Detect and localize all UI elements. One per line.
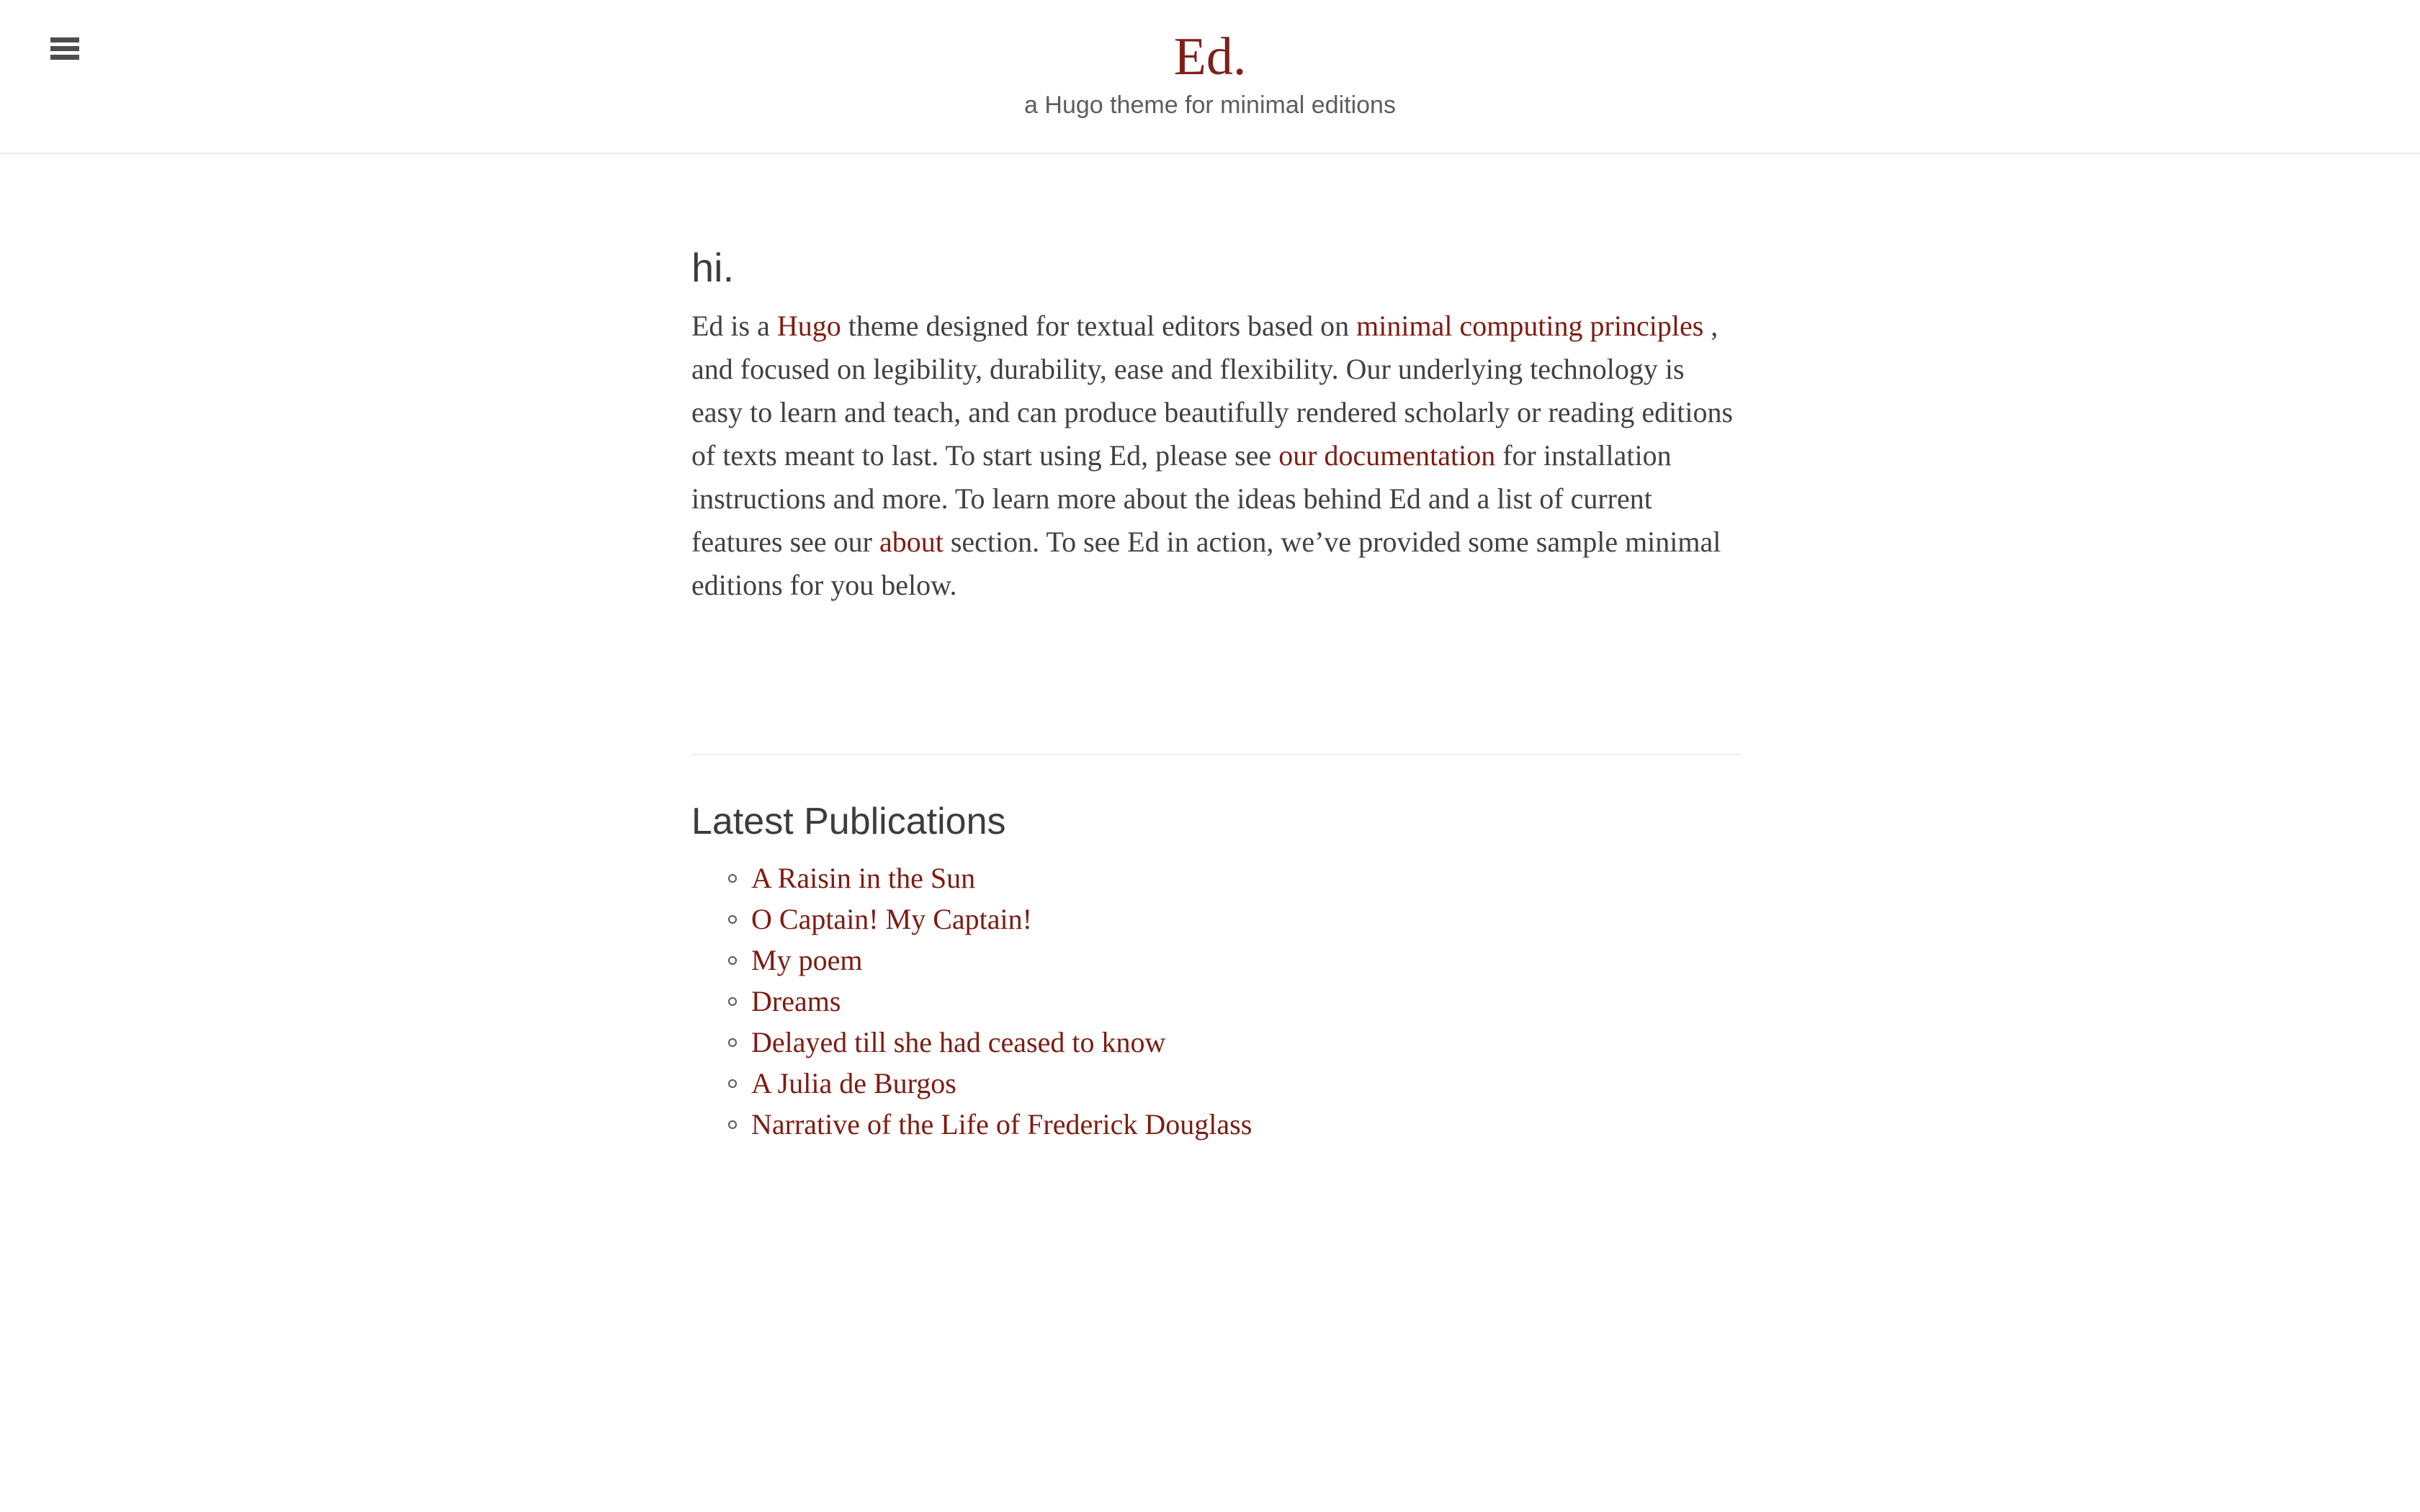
publication-item [691,1022,1740,1063]
publication-item [691,1104,1740,1145]
publication-link[interactable]: A Raisin in the Sun [751,862,976,894]
publication-link[interactable]: Narrative of the Life of Frederick Douglass [751,1108,1252,1140]
main-content [691,245,1740,1145]
menu-bar [50,55,79,60]
publication-link[interactable]: Dreams [751,985,841,1017]
intro-paragraph: Ed is a Hugo theme designed for textual editors based on minimal computing principles , and focused on legibility, durability, ease and flexibility. Our underlying technology is easy to learn and teach, and can produce beautifully rendered scholarly or reading editions of texts meant to last. To start using Ed, please see our documentation for installation instructions and more. To learn more about the ideas behind Ed and a list of current features see our about section. To see Ed in action, we’ve provided some sample minimal editions for you below. [691,310,1734,601]
publication-link[interactable]: My poem [751,944,863,976]
publications-heading: Latest Publications [691,801,1006,842]
menu-bar [50,46,79,51]
publication-item [691,981,1740,1022]
inline-link[interactable]: about [879,526,944,558]
site-header [0,0,2420,154]
publication-item [691,899,1740,940]
intro-heading: hi. [691,245,735,290]
site-subtitle: a Hugo theme for minimal editions [1024,91,1396,119]
inline-link[interactable]: Hugo [776,310,841,342]
publication-item [691,1063,1740,1104]
publication-link[interactable]: O Captain! My Captain! [751,903,1032,935]
section-divider [691,754,1740,755]
publication-link[interactable]: A Julia de Burgos [751,1067,956,1099]
inline-link[interactable]: minimal computing principles [1356,310,1704,342]
publications-list [691,858,1740,1145]
publication-item [691,940,1740,981]
publication-link[interactable]: Delayed till she had ceased to know [751,1026,1166,1058]
menu-icon[interactable] [50,37,79,60]
menu-bar [50,37,79,42]
inline-link[interactable]: our documentation [1278,439,1496,472]
publication-item [691,858,1740,899]
site-title[interactable]: Ed. [1173,27,1247,86]
